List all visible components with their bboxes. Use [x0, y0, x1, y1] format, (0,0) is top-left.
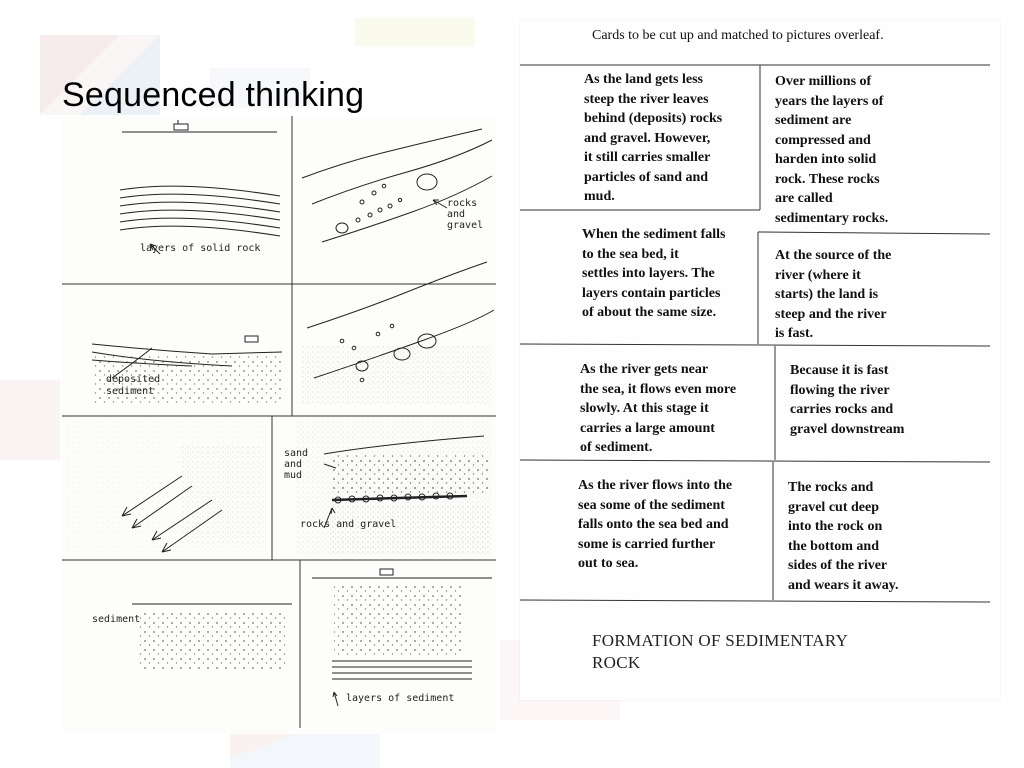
panel-layers-of-solid-rock: [120, 120, 280, 254]
picture-worksheet: [62, 116, 496, 734]
worksheet-instructions: Cards to be cut up and matched to pictures overleaf.: [592, 28, 884, 43]
label-rocks-and-gravel-2: rocks and gravel: [300, 519, 397, 530]
label-rocks-and-gravel: rocks and gravel: [447, 198, 484, 231]
label-layers-of-solid-rock: layers of solid rock: [140, 243, 261, 254]
card-fast-flowing-river: Because it is fast flowing the river carries rocks and gravel downstream: [790, 363, 905, 437]
cards-worksheet: [520, 20, 1000, 700]
background-flag-decoration: [0, 380, 60, 460]
worksheet-footer-title: FORMATION OF SEDIMENTARY ROCK: [592, 631, 849, 672]
card-river-flows-into-sea: As the river flows into the sea some of the sediment falls onto the sea bed and some is carried further out to sea.: [578, 478, 733, 571]
card-river-near-sea: As the river gets near the sea, it flows even more slowly. At this stage it carries a large amount of sediment.: [580, 362, 737, 455]
card-land-less-steep: As the land gets less steep the river leaves behind (deposits) rocks and gravel. However, it still carries smaller particles of sand and mud.: [584, 72, 723, 204]
label-sediment: sediment: [92, 614, 141, 625]
label-layers-of-sediment: layers of sediment: [346, 693, 455, 704]
card-sediment-falls: When the sediment falls to the sea bed, it settles into layers. The layers contain particles of about the same size.: [582, 227, 726, 320]
worksheet-drawings: [62, 116, 496, 734]
background-flag-decoration: [355, 18, 475, 46]
card-millions-of-years: Over millions of years the layers of sediment are compressed and harden into solid rock. These rocks are called sedimentary rocks.: [775, 74, 889, 226]
label-sand-and-mud: sand and mud: [284, 448, 309, 481]
card-rocks-cut-deep: The rocks and gravel cut deep into the rock on the bottom and sides of the river and wears it away.: [788, 480, 899, 593]
slide-title: Sequenced thinking: [62, 76, 365, 114]
card-source-of-river: At the source of the river (where it starts) the land is steep and the river is fast.: [775, 248, 892, 341]
label-deposited-sediment: deposited sediment: [106, 374, 161, 397]
